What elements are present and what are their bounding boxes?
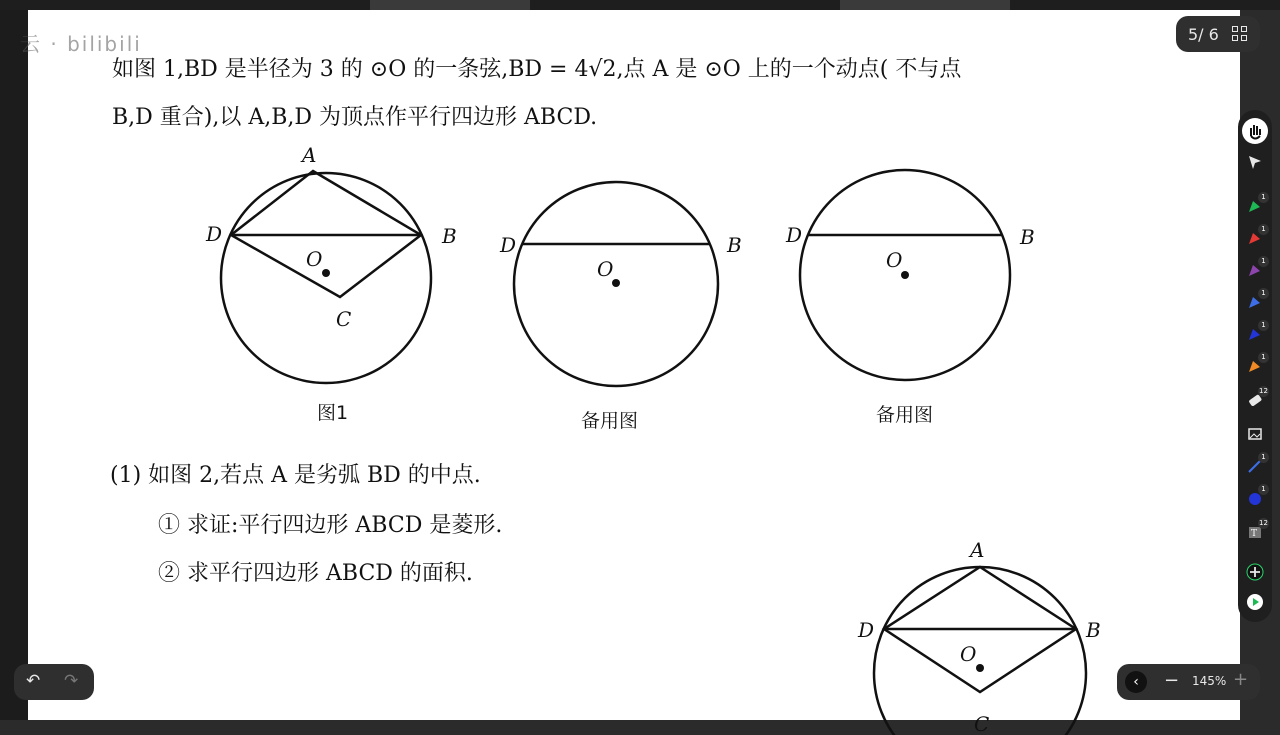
spare-figure-1-caption: 备用图 bbox=[581, 410, 639, 432]
blue-pen-icon[interactable]: 1 bbox=[1245, 292, 1265, 312]
chevron-left-icon[interactable]: ‹ bbox=[1125, 671, 1147, 693]
hand-tool-icon[interactable] bbox=[1242, 118, 1268, 144]
spare-figure-2-caption: 备用图 bbox=[876, 404, 934, 426]
redo-icon[interactable]: ↷ bbox=[64, 671, 79, 691]
label-b: B bbox=[442, 224, 457, 248]
red-pen-icon[interactable]: 1 bbox=[1245, 228, 1265, 248]
page-indicator-text: 5/ 6 bbox=[1188, 24, 1219, 44]
annotation-toolbar bbox=[1238, 110, 1272, 622]
figure-1-caption: 图1 bbox=[317, 402, 349, 424]
darkblue-pen-icon[interactable]: 1 bbox=[1245, 324, 1265, 344]
label-o: O bbox=[960, 642, 977, 666]
figure-1 bbox=[198, 140, 478, 410]
purple-pen-icon[interactable]: 1 bbox=[1245, 260, 1265, 280]
zoom-in-button[interactable]: + bbox=[1233, 669, 1249, 690]
eraser-icon[interactable]: 12 bbox=[1245, 390, 1265, 410]
top-strip bbox=[0, 0, 1280, 10]
watermark: 云 · bilibili bbox=[20, 32, 142, 56]
label-c: C bbox=[974, 712, 990, 735]
label-o: O bbox=[597, 257, 614, 281]
label-d: D bbox=[786, 223, 803, 247]
document-page bbox=[28, 10, 1240, 735]
grid-view-icon[interactable] bbox=[1232, 26, 1248, 42]
undo-icon[interactable]: ↶ bbox=[26, 671, 41, 691]
record-icon[interactable] bbox=[1245, 592, 1265, 612]
zoom-level: 145% bbox=[1192, 674, 1227, 688]
shape-tool-icon[interactable]: 1 bbox=[1245, 488, 1265, 508]
svg-text:T: T bbox=[1251, 529, 1258, 539]
label-b: B bbox=[1086, 618, 1101, 642]
label-a: A bbox=[970, 538, 985, 562]
spare-figure-2 bbox=[780, 160, 1060, 390]
zoom-out-button[interactable]: − bbox=[1164, 670, 1180, 691]
green-pen-icon[interactable]: 1 bbox=[1245, 196, 1265, 216]
zoom-bar bbox=[1117, 664, 1260, 700]
orange-pen-icon[interactable]: 1 bbox=[1245, 356, 1265, 376]
question-1b: ② 求平行四边形 ABCD 的面积. bbox=[158, 561, 473, 586]
pointer-tool-icon[interactable] bbox=[1245, 152, 1265, 172]
spare-figure-1 bbox=[494, 170, 764, 400]
problem-line-2: B,D 重合),以 A,B,D 为顶点作平行四边形 ABCD. bbox=[112, 105, 598, 130]
top-strip-segment bbox=[840, 0, 1010, 10]
label-d: D bbox=[858, 618, 875, 642]
page-indicator[interactable] bbox=[1176, 16, 1260, 52]
undo-redo-bar bbox=[14, 664, 94, 700]
question-1: (1) 如图 2,若点 A 是劣弧 BD 的中点. bbox=[110, 463, 481, 488]
label-a: A bbox=[302, 143, 317, 167]
text-tool-icon[interactable]: T 12 bbox=[1251, 519, 1268, 539]
label-b: B bbox=[727, 233, 742, 257]
top-strip-segment bbox=[370, 0, 530, 10]
figure-2 bbox=[848, 535, 1148, 735]
add-icon[interactable] bbox=[1245, 562, 1265, 582]
left-margin bbox=[0, 10, 28, 720]
label-o: O bbox=[306, 247, 323, 271]
label-o: O bbox=[886, 248, 903, 272]
image-icon[interactable] bbox=[1245, 424, 1265, 444]
label-b: B bbox=[1020, 225, 1035, 249]
label-d: D bbox=[206, 222, 223, 246]
problem-line-1: 如图 1,BD 是半径为 3 的 ⊙O 的一条弦,BD = 4√2,点 A 是 ⊙O 上的一个动点( 不与点 bbox=[112, 57, 962, 82]
label-c: C bbox=[336, 307, 352, 331]
label-d: D bbox=[500, 233, 517, 257]
question-1a: ① 求证:平行四边形 ABCD 是菱形. bbox=[158, 513, 503, 538]
line-tool-icon[interactable]: 1 bbox=[1245, 456, 1265, 476]
